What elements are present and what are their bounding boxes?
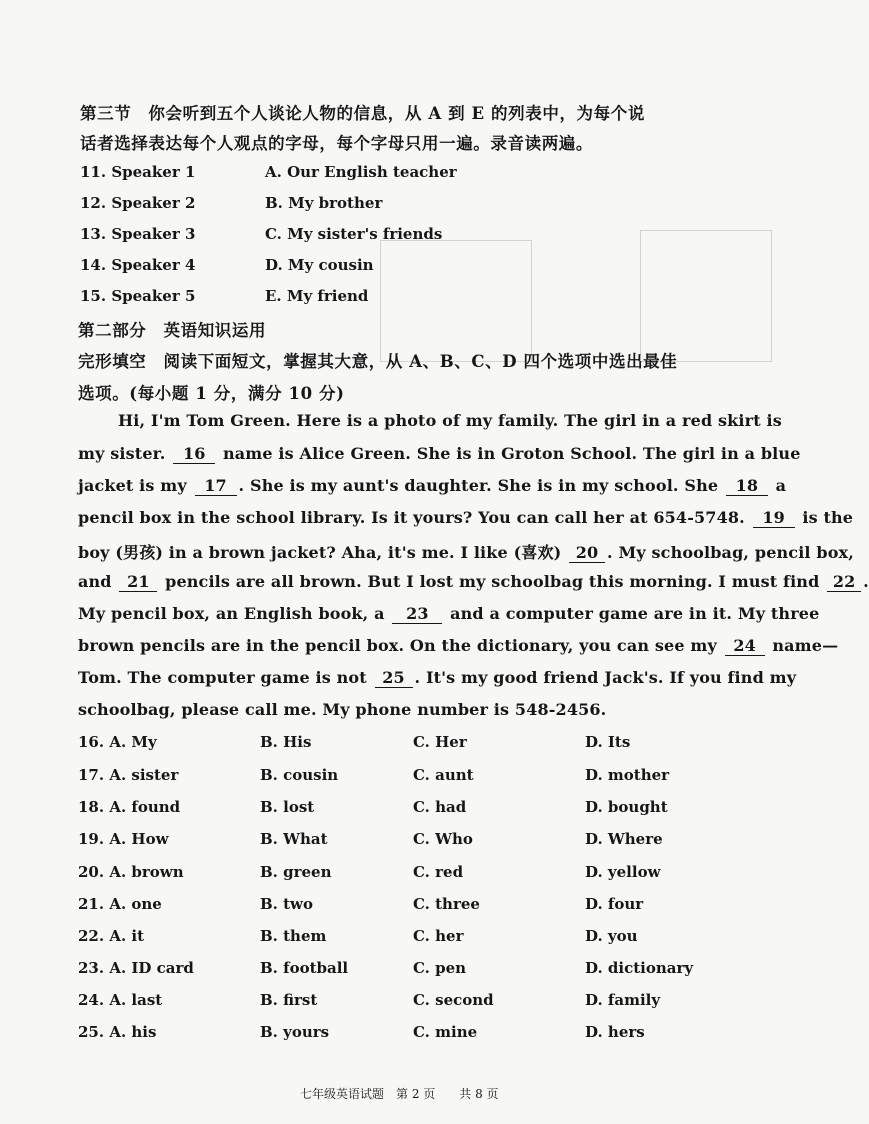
option-c: C. Her (413, 733, 467, 751)
blank-18: 18 (726, 478, 768, 496)
section3-instruction-line2: 话者选择表达每个人观点的字母，每个字母只用一遍。录音读两遍。 (80, 134, 593, 153)
option-a: 24. A. last (78, 991, 163, 1009)
speaker-label: 13. Speaker 3 (80, 225, 196, 243)
blank-25: 25 (375, 670, 413, 688)
blank-20: 20 (569, 545, 605, 563)
option-c: C. pen (413, 959, 467, 977)
blank-22: 22 (827, 574, 861, 592)
passage-text: boy (男孩) in a brown jacket? Aha, it's me. I like (喜欢) (78, 543, 562, 562)
passage-text: . It's my good friend Jack's. If you find my (414, 668, 797, 687)
option-b: B. green (260, 863, 332, 881)
section3-instruction-line1: 第三节 你会听到五个人谈论人物的信息，从 A 到 E 的列表中，为每个说 (80, 104, 645, 123)
option-d: D. Its (585, 733, 631, 751)
passage-line (78, 668, 796, 688)
passage-line (78, 444, 801, 464)
speaker-choice: E. My friend (265, 287, 369, 305)
option-a: 22. A. it (78, 927, 145, 945)
option-c: C. three (413, 895, 480, 913)
passage-line (78, 476, 786, 496)
passage-line (78, 508, 853, 528)
option-d: D. bought (585, 798, 668, 816)
passage-text: jacket is my (78, 476, 187, 495)
option-c: C. red (413, 863, 464, 881)
page-footer: 七年级英语试题 第 2 页 共 8 页 (300, 1087, 499, 1101)
speaker-label: 12. Speaker 2 (80, 194, 196, 212)
part2-heading: 第二部分 英语知识运用 (78, 321, 267, 340)
option-b: B. lost (260, 798, 315, 816)
passage-text: my sister. (78, 444, 166, 463)
option-b: B. them (260, 927, 327, 945)
speaker-choice: B. My brother (265, 194, 383, 212)
blank-24: 24 (725, 638, 765, 656)
bleed-through-box-lost (380, 240, 532, 362)
passage-text: and a computer game are in it. My three (450, 604, 820, 623)
option-d: D. you (585, 927, 638, 945)
passage-text: a (775, 476, 787, 495)
option-a: 25. A. his (78, 1023, 157, 1041)
passage-line (118, 411, 782, 430)
option-c: C. Who (413, 830, 473, 848)
option-a: 19. A. How (78, 830, 169, 848)
passage-text: Hi, I'm Tom Green. Here is a photo of my family. The girl in a red skirt is (118, 411, 782, 430)
option-d: D. family (585, 991, 661, 1009)
blank-17: 17 (195, 478, 237, 496)
option-d: D. dictionary (585, 959, 694, 977)
option-c: C. mine (413, 1023, 478, 1041)
option-c: C. aunt (413, 766, 474, 784)
option-b: B. His (260, 733, 312, 751)
option-a: 16. A. My (78, 733, 157, 751)
passage-text: . My schoolbag, pencil box, (607, 543, 854, 562)
option-b: B. first (260, 991, 318, 1009)
passage-line (78, 572, 869, 592)
cloze-instruction-line2: 选项。(每小题 1 分，满分 10 分) (78, 384, 345, 403)
option-a: 18. A. found (78, 798, 181, 816)
passage-text: Tom. The computer game is not (78, 668, 367, 687)
option-b: B. yours (260, 1023, 330, 1041)
passage-text: and (78, 572, 112, 591)
speaker-label: 15. Speaker 5 (80, 287, 196, 305)
blank-23: 23 (392, 606, 442, 624)
speaker-choice: D. My cousin (265, 256, 374, 274)
blank-21: 21 (119, 574, 157, 592)
speaker-label: 11. Speaker 1 (80, 163, 196, 181)
option-d: D. four (585, 895, 644, 913)
option-b: B. two (260, 895, 313, 913)
option-d: D. Where (585, 830, 663, 848)
bleed-through-box-found (640, 230, 772, 362)
passage-text: name is Alice Green. She is in Groton School. The girl in a blue (222, 444, 801, 463)
option-c: C. had (413, 798, 467, 816)
passage-text: brown pencils are in the pencil box. On the dictionary, you can see my (78, 636, 717, 655)
cloze-instruction-line1: 完形填空 阅读下面短文，掌握其大意，从 A、B、C、D 四个选项中选出最佳 (78, 352, 678, 371)
option-a: 21. A. one (78, 895, 162, 913)
blank-16: 16 (173, 446, 215, 464)
speaker-label: 14. Speaker 4 (80, 256, 196, 274)
option-b: B. football (260, 959, 349, 977)
option-a: 20. A. brown (78, 863, 184, 881)
speaker-choice: C. My sister's friends (265, 225, 443, 243)
passage-text: . (863, 572, 869, 591)
speaker-choice: A. Our English teacher (265, 163, 457, 181)
option-b: B. cousin (260, 766, 339, 784)
passage-text: schoolbag, please call me. My phone number is 548-2456. (78, 700, 607, 719)
passage-line (78, 540, 854, 563)
passage-line (78, 604, 819, 624)
option-b: B. What (260, 830, 328, 848)
option-d: D. yellow (585, 863, 661, 881)
passage-text: pencil box in the school library. Is it yours? You can call her at 654-5748. (78, 508, 745, 527)
option-c: C. her (413, 927, 464, 945)
passage-text: My pencil box, an English book, a (78, 604, 385, 623)
option-c: C. second (413, 991, 494, 1009)
option-a: 23. A. ID card (78, 959, 194, 977)
option-d: D. hers (585, 1023, 645, 1041)
option-a: 17. A. sister (78, 766, 179, 784)
passage-line (78, 636, 838, 656)
option-d: D. mother (585, 766, 670, 784)
passage-text: . She is my aunt's daughter. She is in my school. She (238, 476, 719, 495)
blank-19: 19 (753, 510, 795, 528)
passage-text: is the (802, 508, 854, 527)
passage-text: pencils are all brown. But I lost my schoolbag this morning. I must find (165, 572, 820, 591)
passage-line (78, 700, 606, 719)
passage-text: name— (772, 636, 839, 655)
